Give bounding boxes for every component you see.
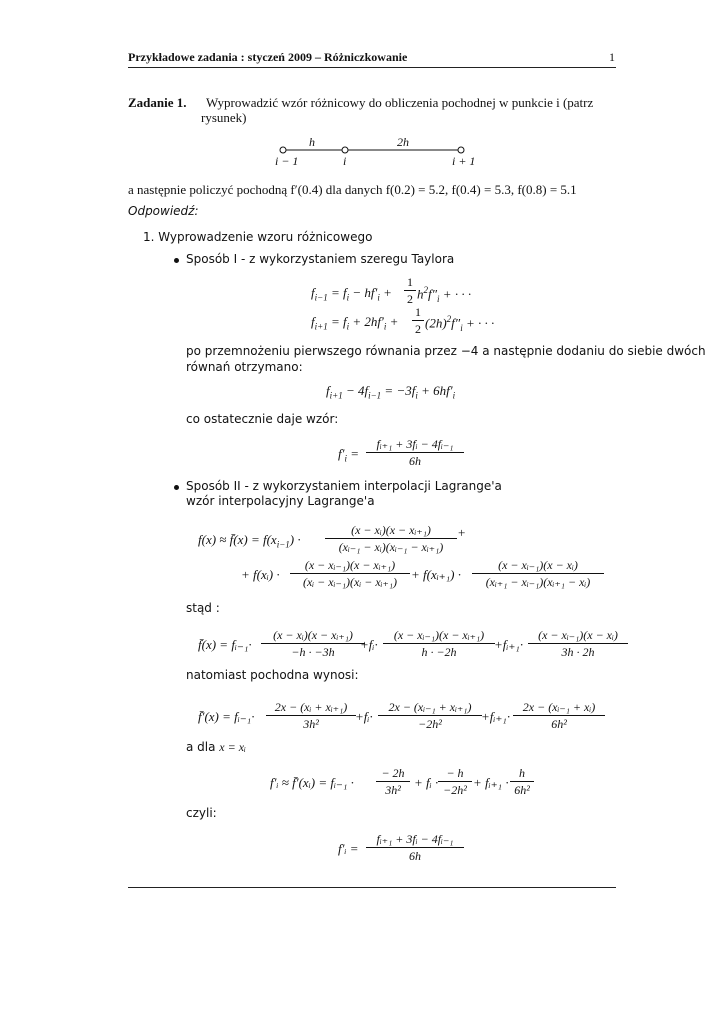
method2-heading-line1: Sposób II - z wykorzystaniem interpolacji Lagrange'a [186, 479, 502, 493]
deriv-term2: 2x − (xᵢ₋₁ + xᵢ₊₁) −2h² [378, 700, 482, 731]
method1-text1-line2: równań otrzymano: [186, 360, 303, 374]
lagrange-term3: (x − xᵢ₋₁)(x − xᵢ) (xᵢ₊₁ − xᵢ₋₁)(xᵢ₊₁ − xᵢ) [472, 558, 604, 589]
fbar-mid2: +fᵢ₊₁· [494, 637, 524, 652]
page-number: 1 [609, 50, 615, 64]
page-header-title: Przykładowe zadania : styczeń 2009 – Różniczkowanie [128, 50, 408, 64]
node-i [342, 147, 348, 153]
fi-lhs: f′ᵢ ≈ f̄′(xᵢ) = fᵢ₋₁ · [270, 775, 354, 790]
fi-term1: − 2h 3h² [376, 766, 410, 797]
answer-item-1: 1. Wyprowadzenie wzoru różnicowego [143, 230, 373, 244]
header-rule [128, 67, 616, 68]
fbar-term2: (x − xᵢ₋₁)(x − xᵢ₊₁) h · −2h [383, 628, 495, 659]
lagrange-row2-a: + f(xᵢ) · [241, 567, 280, 582]
footer-rule [128, 887, 616, 888]
deriv-term3: 2x − (xᵢ₋₁ + xᵢ) 6h² [513, 700, 605, 731]
deriv-term1: 2x − (xᵢ + xᵢ₊₁) 3h² [266, 700, 356, 731]
taylor-eq1-half: 1 2 [404, 275, 416, 306]
taylor-eq2-half: 1 2 [412, 305, 424, 336]
deriv-mid2: +fᵢ₊₁· [481, 709, 511, 724]
fi-mid2: + fᵢ₊₁ · [473, 775, 509, 790]
method1-heading: Sposób I - z wykorzystaniem szeregu Taylora [186, 252, 455, 266]
czyli-label: czyli: [186, 806, 217, 820]
final-fraction: fᵢ₊₁ + 3fᵢ − 4fᵢ₋₁ 6h [366, 832, 464, 863]
fi-term2: − h −2h² [438, 766, 472, 797]
node-i-minus-1 [280, 147, 286, 153]
fbar-term3: (x − xᵢ₋₁)(x − xᵢ) 3h · 2h [528, 628, 628, 659]
task-followup: a następnie policzyć pochodną f′(0.4) dla danych f(0.2) = 5.2, f(0.4) = 5.3, f(0.8) = 5.1 [128, 182, 577, 197]
fi-mid1: + fᵢ · [414, 775, 439, 790]
deriv-mid1: +fᵢ· [355, 709, 373, 724]
point-label-i: i [343, 154, 347, 168]
xi-text: a dla x = xᵢ [186, 740, 246, 754]
taylor-eq1: $f_{i-1} = f_i - hf'_i$ + [311, 285, 392, 303]
final-lhs: f′ᵢ = [338, 841, 359, 856]
lagrange-plus: + [458, 525, 466, 540]
grid-diagram [270, 130, 480, 170]
task-text-line2: rysunek) [201, 110, 247, 125]
taylor-eq1-tail: $h^2f''_i$ + · · · [417, 285, 472, 304]
combined-equation: $f_{i+1} - 4f_{i-1} = -3f_i + 6hf'_i$ [326, 383, 456, 401]
lagrange-lhs: f(x) ≈ f̄(x) = $f(x_{i-1})$ · [198, 532, 301, 550]
taylor-eq2-tail: $(2h)^2f''_i$ + · · · [425, 314, 495, 333]
result1-lhs: $f'_i$ = [338, 446, 360, 464]
point-label-i-plus-1: i + 1 [452, 154, 476, 168]
method1-text2: co ostatecznie daje wzór: [186, 412, 339, 426]
node-i-plus-1 [458, 147, 464, 153]
bullet-method1 [174, 258, 179, 263]
deriv-lhs: f̄′(x) = fᵢ₋₁· [198, 709, 255, 724]
task-text-line1: Wyprowadzić wzór różnicowy do obliczenia pochodnej w punkcie i (patrz [206, 95, 594, 110]
fbar-mid1: +fᵢ· [360, 637, 378, 652]
segment-label-h: h [309, 135, 315, 149]
answer-label: Odpowiedź: [128, 204, 199, 218]
method2-heading-line2: wzór interpolacyjny Lagrange'a [186, 494, 375, 508]
task-label: Zadanie 1. [128, 95, 187, 110]
fi-term3: h 6h² [510, 766, 534, 797]
lagrange-term2: (x − xᵢ₋₁)(x − xᵢ₊₁) (xᵢ − xᵢ₋₁)(xᵢ − xᵢ₊₁) [290, 558, 410, 589]
segment-label-2h: 2h [397, 135, 409, 149]
lagrange-term1: (x − xᵢ)(x − xᵢ₊₁) (xᵢ₋₁ − xᵢ)(xᵢ₋₁ − xᵢ₊₁) [325, 523, 457, 554]
lagrange-row2-b: + f(xᵢ₊₁) · [411, 567, 462, 582]
fbar-lhs: f̄(x) = fᵢ₋₁· [198, 637, 252, 652]
method1-text1-line1: po przemnożeniu pierwszego równania przez −4 a następnie dodaniu do siebie dwóch [186, 344, 706, 358]
result1-fraction: fᵢ₊₁ + 3fᵢ − 4fᵢ₋₁ 6h [366, 437, 464, 468]
point-label-i-minus-1: i − 1 [275, 154, 299, 168]
stad-label: stąd : [186, 601, 220, 615]
bullet-method2 [174, 485, 179, 490]
taylor-eq2: $f_{i+1} = f_i + 2hf'_i$ + [311, 314, 399, 332]
fbar-term1: (x − xᵢ)(x − xᵢ₊₁) −h · −3h [261, 628, 365, 659]
derivative-text: natomiast pochodna wynosi: [186, 668, 359, 682]
